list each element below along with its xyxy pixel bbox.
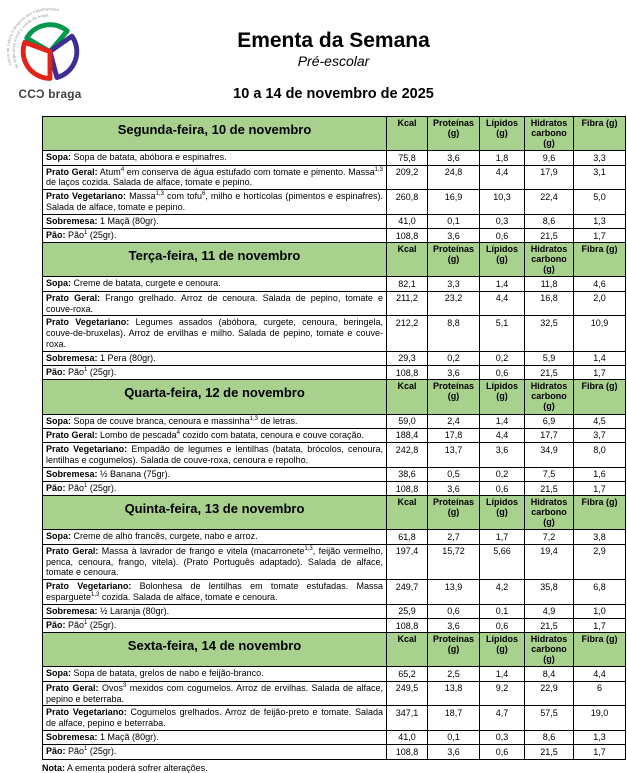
document-header — [42, 0, 625, 102]
logo-arc-text-1: centro de cultura e desporto dos trabalhadores — [6, 7, 60, 66]
menu-row — [43, 580, 626, 605]
footer-note-label: Nota: — [42, 762, 65, 773]
dish-label: Prato Vegetariano: — [46, 581, 132, 592]
dish-cell — [43, 467, 387, 481]
value-cell: 0,6 — [480, 619, 525, 633]
value-cell: 8,4 — [525, 667, 574, 681]
value-cell: 65,2 — [387, 667, 428, 681]
value-cell: 1,8 — [480, 151, 525, 165]
dish-desc: Pão$^1$ (25gr). — [68, 746, 117, 757]
value-cell: 19,4 — [525, 544, 574, 579]
dish-cell — [43, 730, 387, 744]
value-cell: 3,6 — [428, 151, 480, 165]
day-header-row — [43, 633, 626, 667]
value-cell: 0,1 — [480, 604, 525, 618]
value-cell: 4,4 — [480, 428, 525, 442]
menu-row — [43, 214, 626, 228]
value-cell: 8,6 — [525, 730, 574, 744]
day-title: Terça-feira, 11 de novembro — [43, 243, 387, 277]
value-cell: 4,4 — [574, 667, 626, 681]
footer-note-text: A ementa poderá sofrer alterações. — [67, 762, 208, 773]
menu-row — [43, 229, 626, 243]
column-header: Proteínas (g) — [428, 243, 480, 277]
menu-row — [43, 165, 626, 190]
value-cell: 21,5 — [525, 366, 574, 380]
value-cell: 3,3 — [428, 277, 480, 291]
value-cell: 41,0 — [387, 730, 428, 744]
value-cell: 0,3 — [480, 214, 525, 228]
dish-desc: Sopa de batata, grelos de nabo e feijão-branco. — [73, 668, 264, 679]
day-header-row — [43, 117, 626, 151]
menu-row — [43, 190, 626, 215]
dish-desc: Empadão de legumes e lentilhas (batata, brócolos, cenoura, lentilhas e cogumelos). Salada de couve-roxa, cenoura e repolho. — [46, 444, 383, 465]
value-cell: 212,2 — [387, 316, 428, 351]
value-cell: 13,7 — [428, 443, 480, 468]
value-cell: 0,1 — [428, 214, 480, 228]
value-cell: 34,9 — [525, 443, 574, 468]
column-header: Lípidos (g) — [480, 633, 525, 667]
dish-cell — [43, 530, 387, 544]
dish-desc: Bolonhesa de lentilhas em tomate estufadas. Massa esparguete$^{1,3}$ cozida. Salada de alface, tomate e cenoura. — [46, 581, 383, 602]
dish-cell — [43, 414, 387, 428]
dish-desc: Pão$^1$ (25gr). — [68, 483, 117, 493]
value-cell: 108,8 — [387, 619, 428, 633]
value-cell: 1,4 — [574, 351, 626, 365]
menu-row — [43, 467, 626, 481]
column-header: Kcal — [387, 633, 428, 667]
dish-cell — [43, 544, 387, 579]
day-header-row — [43, 496, 626, 530]
value-cell: 10,3 — [480, 190, 525, 215]
value-cell: 3,7 — [574, 428, 626, 442]
value-cell: 1,7 — [574, 745, 626, 759]
value-cell: 41,0 — [387, 214, 428, 228]
footer-note — [42, 763, 627, 773]
value-cell: 29,3 — [387, 351, 428, 365]
value-cell: 0,2 — [480, 351, 525, 365]
value-cell: 25,9 — [387, 604, 428, 618]
value-cell: 5,0 — [574, 190, 626, 215]
menu-row — [43, 291, 626, 316]
menu-row — [43, 316, 626, 351]
dish-label: Sopa: — [46, 415, 72, 426]
value-cell: 9,2 — [480, 681, 525, 706]
value-cell: 2,4 — [428, 414, 480, 428]
value-cell: 24,8 — [428, 165, 480, 190]
value-cell: 1,3 — [574, 730, 626, 744]
dish-cell — [43, 443, 387, 468]
value-cell: 21,5 — [525, 745, 574, 759]
dish-desc: Creme de alho francês, curgete, nabo e arroz. — [73, 531, 258, 542]
value-cell: 1,7 — [574, 619, 626, 633]
value-cell: 5,1 — [480, 316, 525, 351]
dish-label: Sobremesa: — [46, 352, 98, 363]
value-cell: 61,8 — [387, 530, 428, 544]
value-cell: 4,7 — [480, 706, 525, 731]
value-cell: 8,6 — [525, 214, 574, 228]
value-cell: 0,6 — [480, 745, 525, 759]
value-cell: 19,0 — [574, 706, 626, 731]
value-cell: 0,2 — [428, 351, 480, 365]
day-header-row — [43, 243, 626, 277]
dish-label: Sobremesa: — [46, 605, 98, 616]
value-cell: 11,8 — [525, 277, 574, 291]
menu-row — [43, 745, 626, 759]
page-title: Ementa da Semana — [237, 29, 430, 52]
value-cell: 2,9 — [574, 544, 626, 579]
dish-label: Prato Geral: — [46, 429, 98, 440]
value-cell: 15,72 — [428, 544, 480, 579]
dish-label: Prato Vegetariano: — [46, 707, 127, 718]
value-cell: 0,6 — [480, 366, 525, 380]
day-title: Segunda-feira, 10 de novembro — [43, 117, 387, 151]
dish-label: Prato Vegetariano: — [46, 191, 127, 202]
value-cell: 108,8 — [387, 482, 428, 496]
value-cell: 3,6 — [428, 619, 480, 633]
menu-row — [43, 667, 626, 681]
column-header: Hidratos carbono (g) — [525, 633, 574, 667]
value-cell: 242,8 — [387, 443, 428, 468]
dish-desc: Ovos$^3$ mexidos com cogumelos. Arroz de ervilhas. Salada de alface, pepino e beterraba. — [46, 682, 383, 704]
dish-desc: Legumes assados (abóbora, curgete, cenoura, beringela, couve-de-bruxelas). Arroz de ervilhas e milho. Salada de pepino, tomate e couve-roxa. — [46, 317, 383, 349]
menu-row — [43, 619, 626, 633]
menu-table — [42, 116, 626, 759]
dish-cell — [43, 619, 387, 633]
value-cell: 3,6 — [428, 482, 480, 496]
value-cell: 1,6 — [574, 467, 626, 481]
dish-cell — [43, 366, 387, 380]
value-cell: 108,8 — [387, 745, 428, 759]
value-cell: 17,7 — [525, 428, 574, 442]
dish-cell — [43, 482, 387, 496]
dish-label: Prato Geral: — [46, 292, 101, 303]
value-cell: 0,3 — [480, 730, 525, 744]
dish-label: Pão: — [46, 746, 66, 757]
dish-cell — [43, 165, 387, 190]
dish-label: Sobremesa: — [46, 468, 98, 479]
column-header: Fibra (g) — [574, 633, 626, 667]
page-subtitle: Pré-escolar — [297, 53, 370, 70]
dish-cell — [43, 190, 387, 215]
dish-label: Prato Vegetariano: — [46, 317, 130, 328]
value-cell: 21,5 — [525, 229, 574, 243]
column-header: Hidratos carbono (g) — [525, 496, 574, 530]
value-cell: 6,9 — [525, 414, 574, 428]
value-cell: 1,7 — [480, 530, 525, 544]
value-cell: 249,7 — [387, 580, 428, 605]
value-cell: 9,6 — [525, 151, 574, 165]
dish-desc: 1 Maçã (80gr). — [100, 731, 159, 742]
dish-label: Pão: — [46, 620, 66, 631]
dish-cell — [43, 214, 387, 228]
logo-arc-text-2: da segurança social e saúde de braga — [11, 13, 49, 69]
menu-row — [43, 151, 626, 165]
value-cell: 5,66 — [480, 544, 525, 579]
value-cell: 249,5 — [387, 681, 428, 706]
day-title: Quinta-feira, 13 de novembro — [43, 496, 387, 530]
value-cell: 1,0 — [574, 604, 626, 618]
value-cell: 35,8 — [525, 580, 574, 605]
value-cell: 16,8 — [525, 291, 574, 316]
column-header: Proteínas (g) — [428, 117, 480, 151]
value-cell: 1,7 — [574, 366, 626, 380]
menu-row — [43, 530, 626, 544]
day-header-row — [43, 380, 626, 414]
value-cell: 3,8 — [574, 530, 626, 544]
logo-petal-red — [23, 42, 50, 78]
day-title: Sexta-feira, 14 de novembro — [43, 633, 387, 667]
date-range: 10 a 14 de novembro de 2025 — [233, 86, 434, 103]
dish-label: Sopa: — [46, 278, 72, 289]
column-header: Kcal — [387, 117, 428, 151]
menu-row — [43, 681, 626, 706]
menu-row — [43, 351, 626, 365]
value-cell: 0,2 — [480, 467, 525, 481]
value-cell: 22,4 — [525, 190, 574, 215]
menu-row — [43, 544, 626, 579]
dish-desc: Atum$^4$ em conserva de água estufado com tomate e pimento. Massa$^{1,3}$ de laços cozida. Salada de alface, tomate e pepino. — [46, 166, 383, 188]
dish-desc: Lombo de pescada$^4$ cozido com batata, cenoura e couve coração. — [100, 429, 365, 440]
value-cell: 4,9 — [525, 604, 574, 618]
dish-cell — [43, 316, 387, 351]
value-cell: 3,1 — [574, 165, 626, 190]
value-cell: 75,8 — [387, 151, 428, 165]
menu-row — [43, 730, 626, 744]
dish-cell — [43, 277, 387, 291]
dish-desc: 1 Pera (80gr). — [100, 352, 156, 363]
dish-desc: Sopa de batata, abóbora e espinafres. — [73, 152, 227, 163]
dish-desc: Creme de batata, curgete e cenoura. — [73, 278, 221, 289]
column-header: Hidratos carbono (g) — [525, 243, 574, 277]
value-cell: 8,0 — [574, 443, 626, 468]
value-cell: 17,8 — [428, 428, 480, 442]
value-cell: 1,4 — [480, 277, 525, 291]
dish-desc: Massa$^{1,3}$ com tofu$^6$, milho e hortícolas (pimentos e espinafres). Salada de alface, tomate e pepino. — [46, 191, 383, 212]
value-cell: 0,6 — [480, 229, 525, 243]
dish-label: Pão: — [46, 367, 66, 378]
dish-cell — [43, 580, 387, 605]
dish-desc: Massa à lavrador de frango e vitela (macarronete$^{1,3}$, feijão vermelho, penca, cenoura, frango, vitela). (Prato Português adaptado). Salada de alface, tomate e cenoura. — [46, 545, 383, 578]
value-cell: 6 — [574, 681, 626, 706]
dish-label: Prato Geral: — [46, 682, 99, 693]
day-title: Quarta-feira, 12 de novembro — [43, 380, 387, 414]
dish-label: Pão: — [46, 230, 66, 241]
dish-cell — [43, 604, 387, 618]
dish-desc: Pão$^1$ (25gr). — [68, 367, 117, 378]
dish-cell — [43, 667, 387, 681]
value-cell: 7,2 — [525, 530, 574, 544]
value-cell: 7,5 — [525, 467, 574, 481]
dish-label: Sobremesa: — [46, 215, 98, 226]
column-header: Hidratos carbono (g) — [525, 380, 574, 414]
dish-label: Prato Geral: — [46, 545, 99, 556]
value-cell: 18,7 — [428, 706, 480, 731]
value-cell: 17,9 — [525, 165, 574, 190]
value-cell: 0,6 — [428, 604, 480, 618]
dish-desc: ½ Banana (75gr). — [100, 468, 171, 479]
column-header: Lípidos (g) — [480, 243, 525, 277]
column-header: Kcal — [387, 496, 428, 530]
ccd-braga-logo — [5, 6, 95, 102]
value-cell: 82,1 — [387, 277, 428, 291]
value-cell: 59,0 — [387, 414, 428, 428]
dish-desc: Pão$^1$ (25gr). — [68, 230, 117, 241]
column-header: Hidratos carbono (g) — [525, 117, 574, 151]
value-cell: 108,8 — [387, 366, 428, 380]
value-cell: 4,5 — [574, 414, 626, 428]
menu-row — [43, 366, 626, 380]
value-cell: 23,2 — [428, 291, 480, 316]
menu-table-wrap — [42, 116, 625, 759]
value-cell: 211,2 — [387, 291, 428, 316]
value-cell: 108,8 — [387, 229, 428, 243]
value-cell: 3,6 — [480, 443, 525, 468]
value-cell: 260,8 — [387, 190, 428, 215]
value-cell: 2,5 — [428, 667, 480, 681]
value-cell: 347,1 — [387, 706, 428, 731]
menu-row — [43, 482, 626, 496]
column-header: Lípidos (g) — [480, 380, 525, 414]
dish-desc: 1 Maçã (80gr). — [100, 215, 159, 226]
value-cell: 0,5 — [428, 467, 480, 481]
value-cell: 3,3 — [574, 151, 626, 165]
value-cell: 1,3 — [574, 214, 626, 228]
value-cell: 3,6 — [428, 745, 480, 759]
column-header: Proteínas (g) — [428, 496, 480, 530]
dish-label: Sobremesa: — [46, 731, 98, 742]
dish-desc: Sopa de couve branca, cenoura e massinha$^{1,3}$ de letras. — [73, 415, 298, 426]
value-cell: 3,6 — [428, 229, 480, 243]
dish-cell — [43, 428, 387, 442]
menu-row — [43, 443, 626, 468]
menu-row — [43, 277, 626, 291]
menu-row — [43, 414, 626, 428]
column-header: Kcal — [387, 380, 428, 414]
column-header: Kcal — [387, 243, 428, 277]
value-cell: 4,4 — [480, 165, 525, 190]
value-cell: 209,2 — [387, 165, 428, 190]
column-header: Fibra (g) — [574, 243, 626, 277]
value-cell: 21,5 — [525, 482, 574, 496]
column-header: Fibra (g) — [574, 117, 626, 151]
value-cell: 21,5 — [525, 619, 574, 633]
value-cell: 4,4 — [480, 291, 525, 316]
value-cell: 6,8 — [574, 580, 626, 605]
logo-wordmark: CCƆ braga — [18, 87, 82, 101]
dish-label: Sopa: — [46, 152, 72, 163]
dish-cell — [43, 745, 387, 759]
dish-cell — [43, 706, 387, 731]
value-cell: 10,9 — [574, 316, 626, 351]
value-cell: 0,1 — [428, 730, 480, 744]
dish-label: Prato Vegetariano: — [46, 444, 128, 455]
value-cell: 13,9 — [428, 580, 480, 605]
dish-cell — [43, 151, 387, 165]
value-cell: 1,4 — [480, 667, 525, 681]
column-header: Proteínas (g) — [428, 633, 480, 667]
column-header: Proteínas (g) — [428, 380, 480, 414]
value-cell: 3,6 — [428, 366, 480, 380]
dish-cell — [43, 229, 387, 243]
dish-label: Pão: — [46, 483, 66, 493]
value-cell: 1,4 — [480, 414, 525, 428]
value-cell: 1,7 — [574, 482, 626, 496]
dish-desc: Pão$^1$ (25gr). — [68, 620, 117, 631]
menu-row — [43, 604, 626, 618]
value-cell: 16,9 — [428, 190, 480, 215]
dish-desc: Frango grelhado. Arroz de cenoura. Salada de pepino, tomate e couve-roxa. — [46, 292, 383, 314]
value-cell: 38,6 — [387, 467, 428, 481]
column-header: Lípidos (g) — [480, 117, 525, 151]
value-cell: 197,4 — [387, 544, 428, 579]
dish-desc: Cogumelos grelhados. Arroz de feijão-preto e tomate. Salada de alface, pepino e beterraba. — [46, 707, 383, 729]
value-cell: 32,5 — [525, 316, 574, 351]
dish-label: Sopa: — [46, 531, 72, 542]
dish-label: Sopa: — [46, 668, 72, 679]
value-cell: 188,4 — [387, 428, 428, 442]
menu-row — [43, 706, 626, 731]
value-cell: 2,7 — [428, 530, 480, 544]
value-cell: 0,6 — [480, 482, 525, 496]
value-cell: 5,9 — [525, 351, 574, 365]
value-cell: 8,8 — [428, 316, 480, 351]
value-cell: 57,5 — [525, 706, 574, 731]
dish-label: Prato Geral: — [46, 166, 98, 177]
column-header: Fibra (g) — [574, 380, 626, 414]
value-cell: 4,6 — [574, 277, 626, 291]
dish-cell — [43, 351, 387, 365]
value-cell: 22,9 — [525, 681, 574, 706]
column-header: Lípidos (g) — [480, 496, 525, 530]
dish-cell — [43, 291, 387, 316]
column-header: Fibra (g) — [574, 496, 626, 530]
value-cell: 13,8 — [428, 681, 480, 706]
dish-cell — [43, 681, 387, 706]
dish-desc: ½ Laranja (80gr). — [100, 605, 170, 616]
value-cell: 2,0 — [574, 291, 626, 316]
menu-row — [43, 428, 626, 442]
value-cell: 1,7 — [574, 229, 626, 243]
value-cell: 4,2 — [480, 580, 525, 605]
